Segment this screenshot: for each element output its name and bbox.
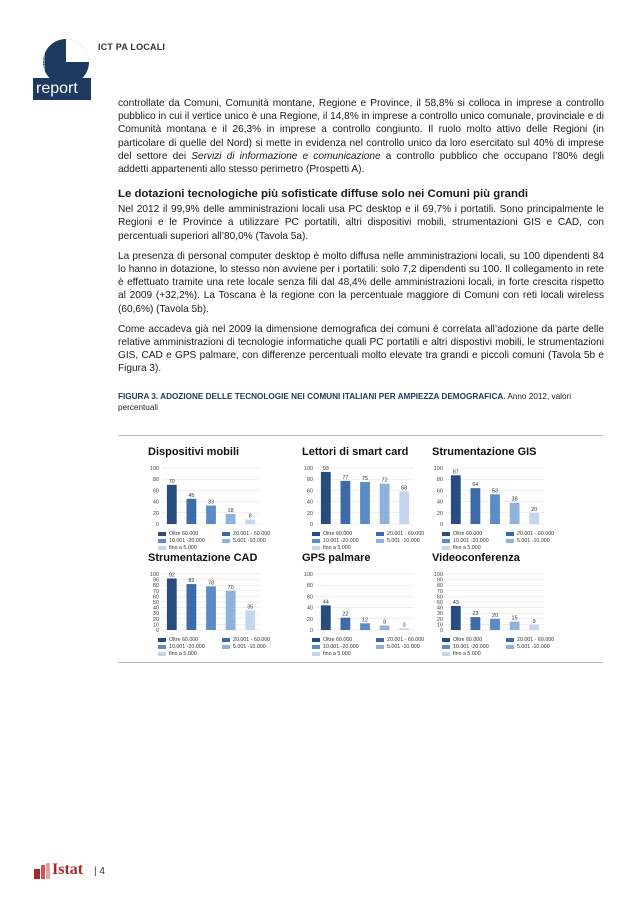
legend-label: 5.001 -10.000	[517, 643, 550, 650]
chart-strumentazione-cad	[144, 550, 284, 662]
istat-wordmark: Istat	[52, 861, 84, 878]
data-label: 23	[472, 611, 479, 618]
legend-swatch	[158, 645, 166, 649]
y-tick-label: 100	[149, 466, 159, 472]
y-tick-label: 40	[152, 499, 159, 506]
y-tick-label: 30	[436, 611, 443, 618]
legend-item	[506, 538, 570, 544]
bar	[510, 503, 520, 524]
paragraph-3: La presenza di personal computer desktop è molto diffusa nelle amministrazioni locali, su 100 dipendenti 84 lo hanno in dotazione, lo stesso non avviene per i portatili: solo 7,2 dipendenti su 100. Il collegamento in rete è effettuato tramite una rete locale senza fili dal 48,4% delle amministrazioni locali, in forte crescita rispetto al 2009 (+32,2%). La Toscana è la regione con la percentuale maggiore di Comuni con reti locali wireless (60,6%) (Tavola 5b).	[118, 250, 604, 315]
y-tick-label: 80	[436, 477, 443, 484]
y-tick-label: 20	[436, 510, 443, 517]
legend-label: fino a 5.000	[323, 544, 351, 551]
brand-small: statistiche	[41, 47, 47, 74]
legend-swatch	[442, 652, 450, 656]
legend-label: Oltre 60.000	[453, 530, 483, 537]
y-tick-label: 60	[152, 594, 159, 601]
y-tick-label: 70	[152, 588, 159, 595]
bar	[490, 494, 500, 524]
figure-caption-subtitle: Anno 2012, valori percentuali	[118, 391, 572, 412]
legend-label: 5.001 -10.000	[387, 537, 420, 544]
legend-swatch	[222, 532, 230, 536]
bar	[451, 475, 461, 524]
data-label: 78	[207, 580, 215, 587]
data-label: 58	[401, 485, 408, 492]
bar	[510, 622, 520, 630]
legend-label: 10.001 -20.000	[453, 537, 489, 544]
legend-label: 5.001 -10.000	[233, 537, 266, 544]
y-tick-label: 100	[149, 572, 159, 578]
data-label: 8	[248, 513, 252, 520]
data-label: 22	[342, 611, 349, 618]
bar	[206, 506, 216, 524]
legend-swatch	[506, 645, 514, 649]
main-content	[118, 97, 604, 417]
data-label: 92	[168, 572, 175, 579]
y-tick-label: 40	[436, 499, 443, 506]
legend-swatch	[506, 638, 514, 642]
bar	[167, 485, 177, 524]
legend-label: Oltre 60.000	[323, 530, 353, 537]
bar	[167, 578, 177, 630]
chart-legend	[312, 636, 442, 657]
legend-swatch	[376, 539, 384, 543]
y-tick-label: 80	[436, 583, 443, 590]
data-label: 75	[361, 476, 369, 482]
legend-label: 20.001 - 60.000	[517, 530, 555, 537]
chart-strumentazione-gis	[428, 444, 568, 556]
legend-item	[442, 538, 506, 544]
data-label: 70	[168, 478, 175, 485]
bar	[245, 520, 255, 524]
y-tick-label: 30	[152, 611, 159, 618]
bar	[187, 584, 197, 630]
data-label: 20	[491, 612, 499, 619]
legend-swatch	[376, 532, 384, 536]
report-logo	[33, 38, 91, 100]
y-tick-label: 40	[306, 605, 313, 612]
legend-item	[442, 651, 506, 657]
legend-item	[312, 538, 376, 544]
chart-title: Strumentazione CAD	[148, 552, 258, 564]
legend-label: Oltre 60.000	[453, 636, 483, 643]
y-tick-label: 0	[309, 628, 313, 634]
legend-label: fino a 5.000	[169, 544, 197, 551]
y-tick-label: 0	[155, 628, 159, 634]
bar	[471, 488, 481, 524]
bar	[321, 472, 331, 524]
legend-label: 20.001 - 60.000	[387, 530, 425, 537]
legend-swatch	[158, 532, 166, 536]
legend-label: fino a 5.000	[169, 650, 197, 657]
legend-label: 10.001 -20.000	[169, 537, 205, 544]
y-tick-label: 50	[152, 600, 159, 606]
y-tick-label: 80	[306, 477, 313, 484]
figure-caption	[118, 391, 604, 413]
chart-title: Videoconferenza	[432, 552, 520, 564]
y-tick-label: 60	[306, 488, 313, 495]
brand-large: report	[36, 80, 78, 97]
section-title: ICT PA LOCALI	[98, 42, 166, 52]
legend-swatch	[506, 539, 514, 543]
legend-swatch	[442, 539, 450, 543]
data-label: 20	[531, 506, 538, 513]
bar	[399, 628, 409, 630]
legend-label: 5.001 -10.000	[517, 537, 550, 544]
y-tick-label: 100	[433, 466, 443, 472]
legend-label: 10.001 -20.000	[169, 643, 205, 650]
chart-gps-palmare	[298, 550, 438, 662]
istat-logo	[34, 861, 92, 881]
section-heading: Le dotazioni tecnologiche più sofisticate diffuse solo nei Comuni più grandi	[118, 188, 529, 201]
chart-title: Lettori di smart card	[302, 446, 409, 458]
y-tick-label: 60	[152, 488, 159, 495]
bar	[226, 591, 236, 630]
y-tick-label: 40	[152, 605, 159, 612]
legend-label: 20.001 - 60.000	[387, 636, 425, 643]
data-label: 38	[511, 496, 518, 503]
y-tick-label: 100	[303, 466, 313, 472]
figure-caption-title: FIGURA 3. ADOZIONE DELLE TECNOLOGIE NEI COMUNI ITALIANI PER AMPIEZZA DEMOGRAFICA.	[118, 391, 506, 401]
y-tick-label: 40	[306, 499, 313, 506]
paragraph-2: Nel 2012 il 99,9% delle amministrazioni locali usa PC desktop e il 69,7% i portatili. Sono principalmente le Regioni e le Province a utilizzare PC portatili, altri dispositivi mobili, strumentazioni GIS e CAD, con percentuali superiori all’80,0% (Tavola 5a).	[118, 204, 604, 242]
legend-swatch	[442, 638, 450, 642]
y-tick-label: 40	[436, 605, 443, 612]
data-label: 8	[383, 619, 387, 626]
legend-label: 10.001 -20.000	[453, 643, 489, 650]
bar	[360, 482, 370, 524]
y-tick-label: 20	[306, 616, 313, 623]
y-tick-label: 60	[436, 488, 443, 495]
chart-legend	[158, 636, 288, 657]
legend-swatch	[158, 539, 166, 543]
legend-item	[442, 531, 506, 537]
legend-swatch	[158, 546, 166, 550]
y-tick-label: 80	[152, 477, 159, 484]
legend-item	[442, 644, 506, 650]
legend-item	[222, 637, 286, 643]
y-tick-label: 100	[303, 572, 313, 578]
data-label: 87	[452, 469, 459, 476]
y-tick-label: 20	[436, 616, 443, 623]
page-number: | 4	[94, 866, 105, 877]
legend-label: 5.001 -10.000	[233, 643, 266, 650]
y-tick-label: 0	[155, 522, 159, 528]
legend-label: Oltre 60.000	[323, 636, 353, 643]
paragraph-1-text: controllate da Comuni, Comunità montane, Regione e Province, il 58,8% si colloca in imprese a controllo pubblico in cui il vertice unico è una Regione, il 14,8% in imprese a controllo unico comunale, provinciale e di Comunità montana e il 26,3% in imprese a controllo congiunto. Il ruolo molto attivo delle Regioni (in particolare di quelle del Nord) si mette in evidenza nel controllo unico da loro esercitato sul 40% di imprese del settore dei	[118, 98, 604, 162]
legend-item	[158, 538, 222, 544]
bar	[471, 617, 481, 630]
paragraph-1	[118, 97, 604, 176]
bar	[529, 513, 539, 524]
legend-item	[222, 644, 286, 650]
legend-item	[506, 644, 570, 650]
legend-swatch	[222, 638, 230, 642]
y-tick-label: 90	[436, 577, 443, 584]
paragraph-1-italic: Servizi di informazione e comunicazione	[191, 150, 381, 162]
legend-item	[312, 637, 376, 643]
data-label: 45	[188, 492, 195, 499]
data-label: 15	[511, 615, 518, 622]
bar	[399, 492, 409, 524]
chart-legend	[442, 530, 572, 551]
data-label: 70	[227, 584, 234, 591]
data-label: 53	[491, 488, 499, 495]
legend-label: fino a 5.000	[453, 544, 481, 551]
bar	[187, 499, 197, 524]
legend-swatch	[312, 645, 320, 649]
y-tick-label: 60	[306, 594, 313, 601]
chart-dispositivi-mobili	[144, 444, 284, 556]
y-tick-label: 80	[306, 583, 313, 590]
legend-item	[506, 637, 570, 643]
bar	[451, 606, 461, 630]
bar	[360, 623, 370, 630]
legend-swatch	[312, 532, 320, 536]
y-tick-label: 10	[152, 622, 159, 629]
chart-legend	[442, 636, 572, 657]
legend-item	[312, 644, 376, 650]
legend-item	[222, 538, 286, 544]
data-label: 44	[322, 599, 329, 606]
legend-label: 10.001 -20.000	[323, 537, 359, 544]
legend-item	[312, 531, 376, 537]
data-label: 64	[472, 482, 479, 489]
legend-item	[158, 644, 222, 650]
legend-swatch	[442, 532, 450, 536]
data-label: 12	[361, 617, 369, 624]
bar	[206, 586, 216, 630]
chart-legend	[312, 530, 442, 551]
bar	[226, 514, 236, 524]
data-label: 43	[452, 599, 459, 606]
legend-item	[442, 637, 506, 643]
paragraph-4: Come accadeva già nel 2009 la dimensione demografica dei comuni è correlata all’adozione da parte delle relative amministrazioni di tecnologie informatiche quali PC portatili e altri dispostivi mobili, le strumentazioni GIS, CAD e GPS palmare, con differenze percentuali molto elevate tra grandi e piccoli comuni (Tavola 5b e Figura 3).	[118, 323, 604, 375]
legend-label: Oltre 60.000	[169, 530, 199, 537]
legend-swatch	[376, 645, 384, 649]
y-tick-label: 0	[439, 628, 443, 634]
y-tick-label: 90	[152, 577, 159, 584]
paragraph-1-end: a controllo pubblico che occupano l’80% degli addetti appartenenti allo stesso perimetro (Prospetti A).	[118, 150, 605, 176]
bar	[321, 605, 331, 630]
legend-swatch	[312, 638, 320, 642]
bar	[245, 610, 255, 630]
legend-item	[158, 531, 222, 537]
legend-swatch	[222, 645, 230, 649]
data-label: 77	[342, 474, 349, 481]
y-tick-label: 100	[433, 572, 443, 578]
legend-swatch	[312, 539, 320, 543]
bar	[341, 481, 351, 524]
data-label: 18	[227, 507, 234, 514]
data-label: 35	[247, 604, 254, 611]
legend-label: 20.001 - 60.000	[233, 530, 271, 537]
legend-swatch	[376, 638, 384, 642]
bar	[380, 626, 390, 630]
chart-title: Dispositivi mobili	[148, 446, 240, 458]
data-label: 33	[207, 499, 215, 506]
legend-swatch	[158, 652, 166, 656]
legend-item	[312, 651, 376, 657]
data-label: 9	[532, 618, 536, 625]
legend-label: Oltre 60.000	[169, 636, 199, 643]
y-tick-label: 80	[152, 583, 159, 590]
data-label: 3	[402, 622, 406, 629]
legend-label: 10.001 -20.000	[323, 643, 359, 650]
legend-label: 20.001 - 60.000	[517, 636, 555, 643]
legend-swatch	[506, 532, 514, 536]
legend-swatch	[312, 546, 320, 550]
legend-label: fino a 5.000	[453, 650, 481, 657]
legend-swatch	[312, 652, 320, 656]
legend-label: 5.001 -10.000	[387, 643, 420, 650]
legend-label: 20.001 - 60.000	[233, 636, 271, 643]
data-label: 72	[381, 477, 388, 484]
data-label: 82	[188, 578, 195, 585]
bar	[490, 619, 500, 630]
y-tick-label: 60	[436, 594, 443, 601]
istat-squares-icon	[34, 863, 50, 879]
y-tick-label: 0	[309, 522, 313, 528]
chart-title: Strumentazione GIS	[432, 446, 537, 458]
chart-legend	[158, 530, 288, 551]
bar	[380, 484, 390, 524]
legend-label: fino a 5.000	[323, 650, 351, 657]
legend-item	[158, 637, 222, 643]
y-tick-label: 70	[436, 588, 443, 595]
y-tick-label: 20	[152, 510, 159, 517]
bar	[341, 618, 351, 630]
legend-item	[506, 531, 570, 537]
legend-swatch	[442, 546, 450, 550]
legend-item	[158, 651, 222, 657]
figure-3	[118, 435, 603, 663]
y-tick-label: 0	[439, 522, 443, 528]
legend-swatch	[158, 638, 166, 642]
legend-swatch	[442, 645, 450, 649]
y-tick-label: 20	[152, 616, 159, 623]
chart-title: GPS palmare	[302, 552, 371, 564]
legend-item	[222, 531, 286, 537]
chart-videoconferenza	[428, 550, 568, 662]
bar	[529, 625, 539, 630]
y-tick-label: 20	[306, 510, 313, 517]
y-tick-label: 10	[436, 622, 443, 629]
data-label: 93	[322, 465, 329, 472]
y-tick-label: 50	[436, 600, 443, 606]
legend-swatch	[222, 539, 230, 543]
chart-lettori-smart-card	[298, 444, 438, 556]
